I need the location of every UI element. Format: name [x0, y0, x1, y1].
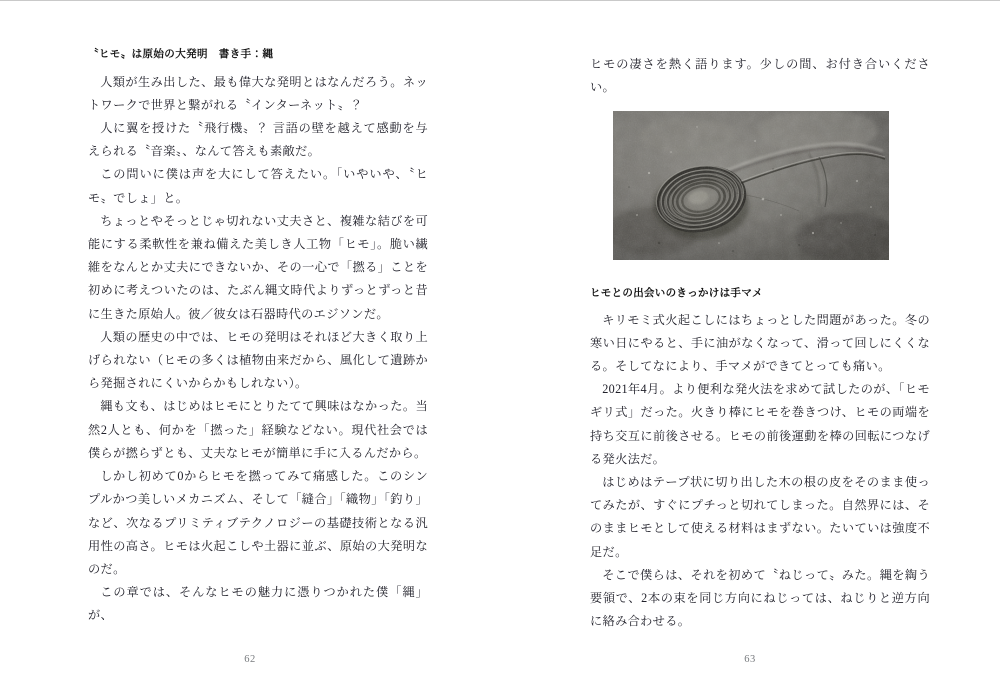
right-page: [500, 1, 1000, 693]
right-page-intro-column: [590, 53, 930, 99]
paragraph: そこで僕らは、それを初めて〝ねじって〟みた。縄を綯う要領で、2本の束を同じ方向にねじっては、ねじりと逆方向に絡み合わせる。: [590, 567, 930, 629]
paragraph: しかし初めて0からヒモを撚ってみて痛感した。このシンプルかつ美しいメカニズム、そして「縫合」「織物」「釣り」など、次なるプリミティブテクノロジーの基礎技術となる汎用性の高さ。ヒモは火起こしや土器に並ぶ、原始の大発明なのだ。: [88, 469, 428, 576]
paragraph: キリモミ式火起こしにはちょっとした問題があった。冬の寒い日にやると、手に油がなくなって、滑って回しにくくなる。そしてなにより、手マメができてとっても痛い。: [590, 312, 930, 374]
paragraph: 縄も文も、はじめはヒモにとりたてて興味はなかった。当然2人とも、何かを「撚った」経験などない。現代社会では僕らが撚らずとも、丈夫なヒモが簡単に手に入るんだから。: [88, 399, 428, 460]
page-number-left: 62: [244, 654, 256, 665]
paragraph: 人類が生み出した、最も偉大な発明とはなんだろう。ネットワークで世界と繋がれる〝インターネット〟？: [88, 74, 428, 112]
paragraph: 2021年4月。より便利な発火法を求めて試したのが、「ヒモギリ式」だった。火きり棒にヒモを巻きつけ、ヒモの両端を持ち交互に前後させる。ヒモの前後運動を棒の回転につなげる発火法だ。: [590, 382, 930, 466]
right-page-text-column: [590, 287, 930, 633]
paragraph: 人類の歴史の中では、ヒモの発明はそれほど大きく取り上げられない（ヒモの多くは植物由来だから、風化して遺跡から発掘されにくいからかもしれない）。: [88, 329, 428, 391]
paragraph: 人に翼を授けた〝飛行機〟？ 言語の壁を越えて感動を与えられる〝音楽〟、なんて答えも素敵だ。: [88, 121, 428, 159]
section-heading: ヒモとの出会いのきっかけは手マメ: [590, 287, 763, 299]
paragraph: はじめはテープ状に切り出した木の根の皮をそのまま使ってみたが、すぐにプチっと切れてしまった。自然界には、そのままヒモとして使える材料はまずない。たいていは強度不足だ。: [590, 475, 930, 559]
paragraph: ちょっとやそっとじゃ切れない丈夫さと、複雑な結びを可能にする柔軟性を兼ね備えた美しき人工物「ヒモ」。脆い繊維をなんとか丈夫にできないか、その一心で「撚る」ことを初めに考えついたのは、たぶん縄文時代よりずっとずっと昔に生きた原始人。彼／彼女は石器時代のエジソンだ。: [88, 213, 428, 321]
coiled-cord-on-stone-photo: [613, 111, 889, 260]
photo-figure: [613, 111, 889, 260]
left-page: [0, 1, 500, 693]
left-page-text-column: [88, 48, 428, 628]
paragraph: この章では、そんなヒモの魅力に憑りつかれた僕「縄」が、: [88, 585, 428, 623]
page-number-right: 63: [744, 654, 756, 665]
paragraph: この問いに僕は声を大にして答えたい。「いやいや、〝ヒモ〟でしょ」と。: [88, 167, 428, 205]
paragraph: ヒモの凄さを熱く語ります。少しの間、お付き合いください。: [590, 57, 930, 95]
chapter-heading: 〝ヒモ〟は原始の大発明 書き手：縄: [88, 48, 274, 60]
